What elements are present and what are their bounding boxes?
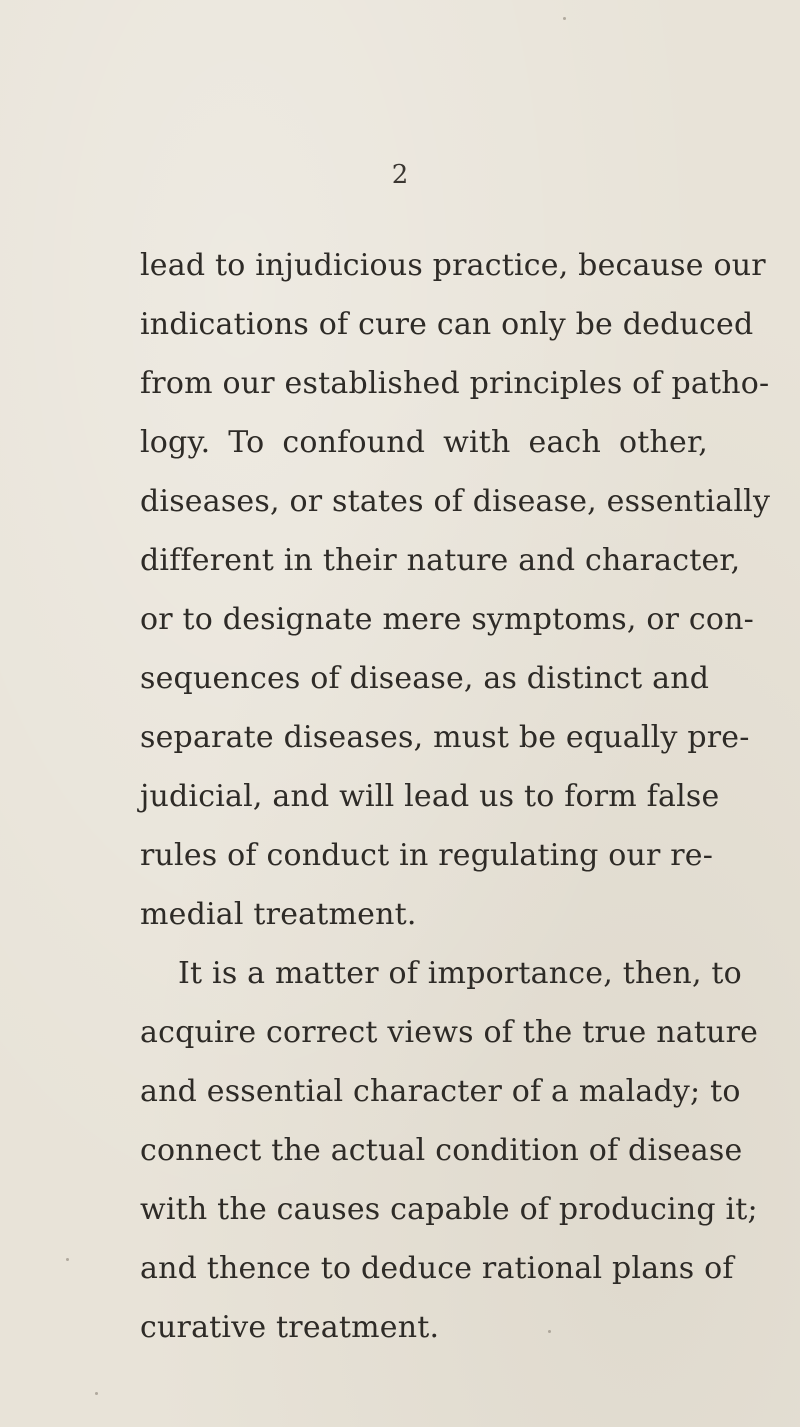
text-line: sequences of disease, as distinct and xyxy=(140,661,710,696)
text-line: connect the actual condition of disease xyxy=(140,1133,743,1168)
text-line: curative treatment. xyxy=(140,1310,440,1345)
text-line: separate diseases, must be equally pre- xyxy=(140,720,750,755)
paper-speck xyxy=(66,1258,69,1261)
text-line: different in their nature and character, xyxy=(140,543,741,578)
paper-speck xyxy=(548,1330,551,1333)
text-line: and thence to deduce rational plans of xyxy=(140,1251,734,1286)
text-line: or to designate mere symptoms, or con- xyxy=(140,602,755,637)
text-line: logy. To confound with each other, xyxy=(140,425,708,460)
text-line: with the causes capable of producing it; xyxy=(140,1192,758,1227)
text-line: judicial, and will lead us to form false xyxy=(140,779,720,814)
text-line: rules of conduct in regulating our re- xyxy=(140,838,714,873)
text-line: indications of cure can only be deduced xyxy=(140,307,754,342)
text-line: lead to injudicious practice, because our xyxy=(140,248,766,283)
text-line: diseases, or states of disease, essentially xyxy=(140,484,771,519)
text-line: and essential character of a malady; to xyxy=(140,1074,741,1109)
text-line: from our established principles of patho- xyxy=(140,366,770,401)
page-number: 2 xyxy=(391,160,409,190)
text-line: It is a matter of importance, then, to xyxy=(178,956,742,991)
text-line: acquire correct views of the true nature xyxy=(140,1015,759,1050)
paper-speck xyxy=(563,17,566,20)
text-line: medial treatment. xyxy=(140,897,417,932)
paper-speck xyxy=(95,1392,98,1395)
